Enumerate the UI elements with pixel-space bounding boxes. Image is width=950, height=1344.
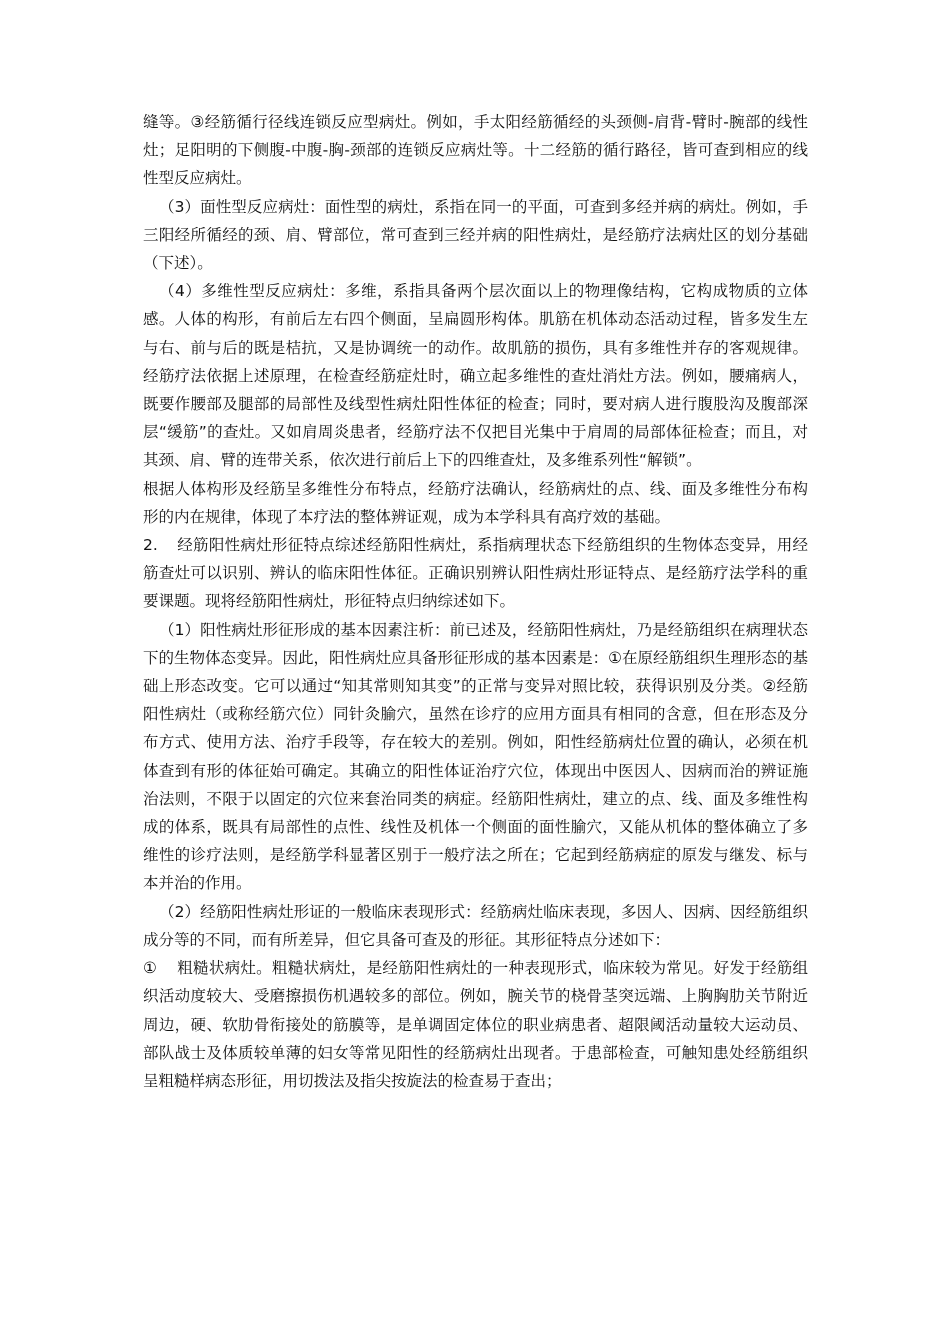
document-page (143, 108, 808, 1095)
paragraph-basic-factors: （1）阳性病灶形征形成的基本因素注析：前已述及，经筋阳性病灶，乃是经筋组织在病理状态下的生物体态变异。因此，阳性病灶应具备形征形成的基本因素是：①在原经筋组织生理形态的基础上形态改变。它可以通过“知其常则知其变”的正常与变异对照比较，获得识别及分类。②经筋阳性病灶（或称经筋穴位）同针灸腧穴，虽然在诊疗的应用方面具有相同的含意，但在形态及分布方式、使用方法、治疗手段等，存在较大的差别。例如，阳性经筋病灶位置的确认，必须在机体查到有形的体征始可确定。其确立的阳性体证治疗穴位，体现出中医因人、因病而治的辨证施治法则，不限于以固定的穴位来套治同类的病症。经筋阳性病灶，建立的点、线、面及多维性构成的体系，既具有局部性的点性、线性及机体一个侧面的面性腧穴，又能从机体的整体确立了多维性的诊疗法则，是经筋学科显著区别于一般疗法之所在；它起到经筋病症的原发与继发、标与本并治的作用。 (143, 620, 808, 893)
paragraph-clinical-forms: （2）经筋阳性病灶形证的一般临床表现形式：经筋病灶临床表现，多因人、因病、因经筋组织成分等的不同，而有所差异，但它具备可查及的形征。其形征特点分述如下： (143, 902, 808, 949)
section-number: 2. (143, 536, 158, 555)
paragraph-linear-lesion: 缝等。③经筋循行径线连锁反应型病灶。例如，手太阳经筋循经的头颈侧-肩背-臂时-腕部的线性灶；足阳明的下侧腹-中腹-胸-颈部的连锁反应病灶等。十二经筋的循行路径，皆可查到相应的线性型反应病灶。 (143, 113, 808, 188)
paragraph-multidimensional-lesion: （4）多维性型反应病灶：多维，系指具备两个层次面以上的物理像结构，它构成物质的立体感。人体的构形，有前后左右四个侧面，呈扁圆形构体。肌筋在机体动态活动过程，皆多发生左与右、前与后的既是桔抗，又是协调统一的动作。故肌筋的损伤，具有多维性并存的客观规律。经筋疗法依据上述原理，在检查经筋症灶时，确立起多维性的查灶消灶方法。例如，腰痛病人，既要作腰部及腿部的局部性及线型性病灶阳性体征的检查；同时，要对病人进行腹股沟及腹部深层“缓筋”的查灶。又如肩周炎患者，经筋疗法不仅把目光集中于肩周的局部体征检查；而且，对其颈、肩、臂的连带关系，依次进行前后上下的四维查灶，及多维系列性“解锁”。 (143, 282, 808, 470)
paragraph-section-2 (143, 531, 808, 616)
rough-lesion-text: 粗糙状病灶。粗糙状病灶，是经筋阳性病灶的一种表现形式，临床较为常见。好发于经筋组织活动度较大、受磨擦损伤机遇较多的部位。例如，腕关节的桡骨茎突远端、上胸胸肋关节附近周边，硬、软肋骨衔接处的筋膜等，是单调固定体位的职业病患者、超限阈活动量较大运动员、部队战士及体质较单薄的妇女等常见阳性的经筋病灶出现者。于患部检查，可触知患处经筋组织呈粗糙样病态形征，用切拨法及指尖按旋法的检查易于查出； (143, 959, 808, 1090)
item-number: ① (143, 959, 157, 978)
paragraph-surface-lesion: （3）面性型反应病灶：面性型的病灶，系指在同一的平面，可查到多经并病的病灶。例如，手三阳经所循经的颈、肩、臂部位，常可查到三经并病的阳性病灶，是经筋疗法病灶区的划分基础（下述）。 (143, 197, 808, 273)
paragraph-rough-lesion (143, 954, 808, 1095)
paragraph-summary: 根据人体构形及经筋呈多维性分布特点，经筋疗法确认，经筋病灶的点、线、面及多维性分布构形的内在规律，体现了本疗法的整体辨证观，成为本学科具有高疗效的基础。 (143, 479, 808, 526)
section-2-text: 经筋阳性病灶形征特点综述经筋阳性病灶，系指病理状态下经筋组织的生物体态变异，用经筋查灶可以识别、辨认的临床阳性体征。正确识别辨认阳性病灶形证特点、是经筋疗法学科的重要课题。现将经筋阳性病灶，形征特点归纳综述如下。 (143, 536, 808, 611)
